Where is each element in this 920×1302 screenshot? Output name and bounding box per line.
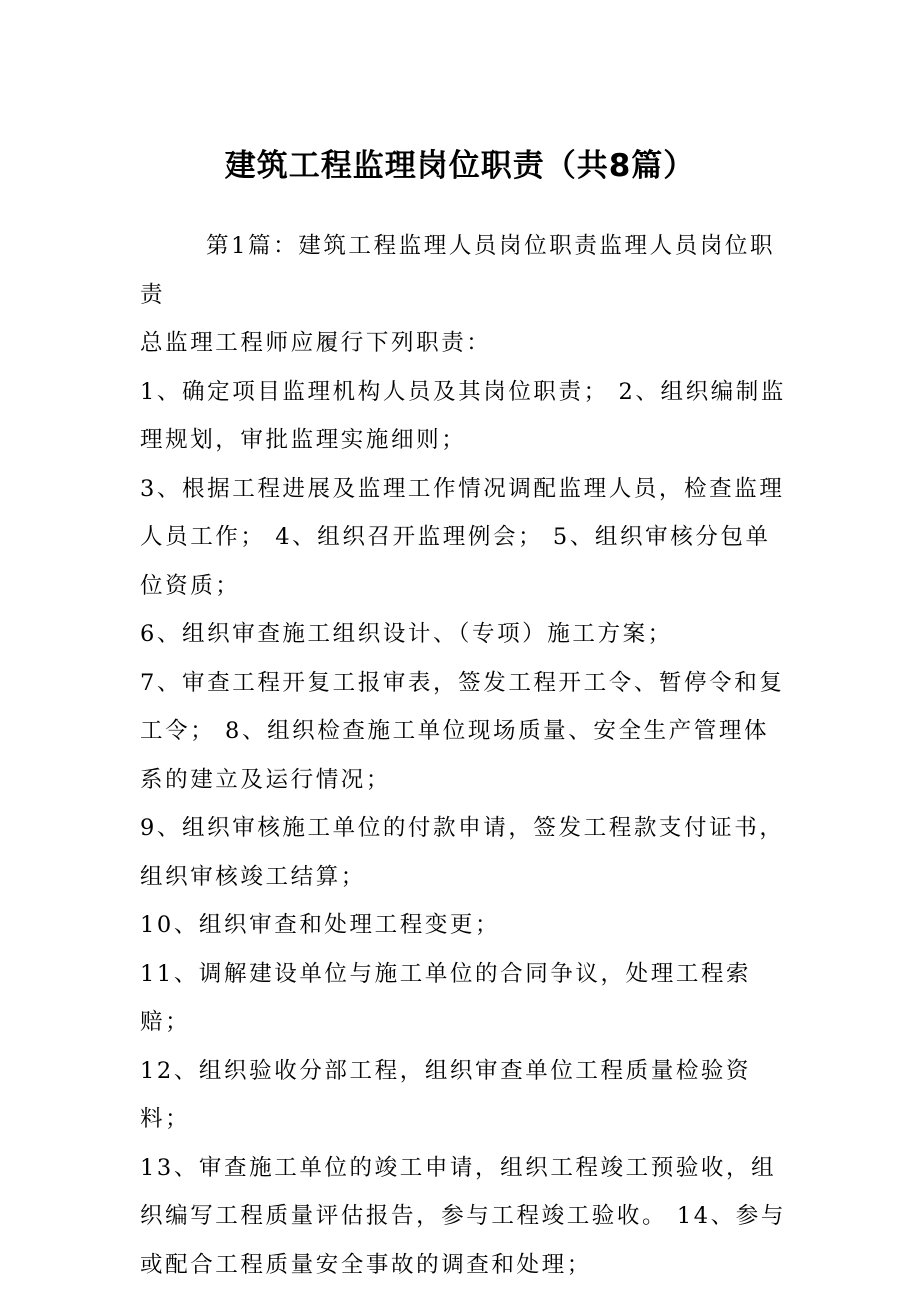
paragraph-duty-3-5: 3、根据工程进展及监理工作情况调配监理人员，检查监理人员工作； 4、组织召开监理例会； 5、组织审核分包单位资质； <box>140 475 785 599</box>
paragraph-duty-11: 11、调解建设单位与施工单位的合同争议，处理工程索赔； <box>140 960 752 1035</box>
paragraph-duty-6: 6、组织审查施工组织设计、（专项）施工方案； <box>140 621 673 647</box>
document-body <box>140 222 790 1289</box>
paragraph-duty-9: 9、组织审核施工单位的付款申请，签发工程款支付证书，组织审核竣工结算； <box>140 815 785 890</box>
paragraph-duty-10: 10、组织审查和处理工程变更； <box>140 912 501 938</box>
paragraph-duty-7-8: 7、审查工程开复工报审表，签发工程开工令、暂停令和复工令； 8、组织检查施工单位现场质量、安全生产管理体系的建立及运行情况； <box>140 669 785 793</box>
paragraph-chapter-heading: 第1篇：建筑工程监理人员岗位职责监理人员岗位职责 <box>140 233 776 308</box>
paragraph-duty-1-2: 1、确定项目监理机构人员及其岗位职责； 2、组织编制监理规划，审批监理实施细则； <box>140 378 786 453</box>
paragraph-intro: 总监理工程师应履行下列职责： <box>140 330 492 356</box>
paragraph-duty-13-14: 13、审查施工单位的竣工申请，组织工程竣工预验收，组织编写工程质量评估报告，参与工程竣工验收。 14、参与或配合工程质量安全事故的调查和处理； <box>140 1154 786 1278</box>
document-title: 建筑工程监理岗位职责（共8篇） <box>224 148 696 184</box>
paragraph-duty-12: 12、组织验收分部工程，组织审查单位工程质量检验资料； <box>140 1057 752 1132</box>
